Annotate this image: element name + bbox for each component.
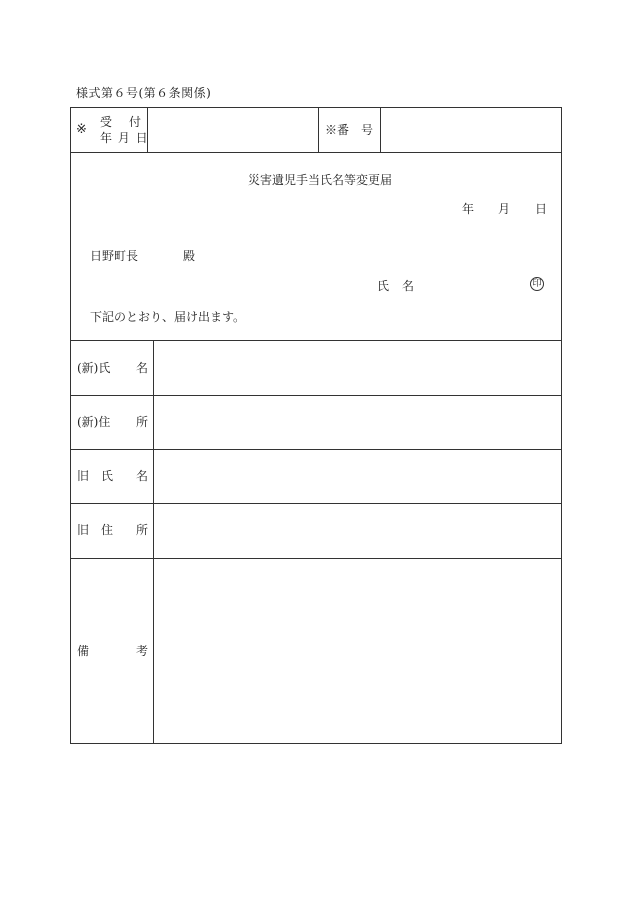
new-address-field[interactable] xyxy=(154,396,560,448)
receipt-date-field[interactable] xyxy=(148,108,317,151)
number-label: ※番 号 xyxy=(325,123,374,137)
old-address-field[interactable] xyxy=(154,504,560,557)
applicant-name-label-char1: 氏 xyxy=(377,279,390,293)
date-day-label: 日 xyxy=(535,202,548,216)
row-label-remarks: 備 xyxy=(77,644,90,658)
row-label-old-address: 旧 住 xyxy=(77,523,114,537)
row-label-new-name: (新)氏 xyxy=(77,361,111,375)
reference-mark: ※ xyxy=(76,122,87,137)
header-divider-2 xyxy=(318,107,319,152)
new-name-field[interactable] xyxy=(154,341,560,394)
date-year-label: 年 xyxy=(462,202,475,216)
receipt-date-label: 年 月 日 xyxy=(100,131,149,145)
row-label-old-name: 旧 氏 xyxy=(77,469,114,483)
old-name-field[interactable] xyxy=(154,450,560,502)
row-label-old-address-end: 所 xyxy=(136,523,149,537)
header-bottom-line xyxy=(70,152,562,153)
row-label-new-address: (新)住 xyxy=(77,415,111,429)
addressee-honorific: 殿 xyxy=(183,249,196,263)
seal-icon: 印 xyxy=(530,277,544,291)
date-month-label: 月 xyxy=(498,202,511,216)
form-number: 様式第６号(第６条関係) xyxy=(76,86,212,100)
row-label-old-name-end: 名 xyxy=(136,469,149,483)
applicant-name-label-char2: 名 xyxy=(402,279,415,293)
row-label-new-name-end: 名 xyxy=(136,361,149,375)
form-title: 災害遺児手当氏名等変更届 xyxy=(248,173,393,187)
receipt-label-char2: 付 xyxy=(129,115,142,129)
number-field[interactable] xyxy=(381,108,560,151)
row-label-remarks-end: 考 xyxy=(136,644,149,658)
statement-text: 下記のとおり、届け出ます。 xyxy=(90,310,246,324)
row-label-new-address-end: 所 xyxy=(136,415,149,429)
addressee-name: 日野町長 xyxy=(90,249,139,263)
receipt-label-char1: 受 xyxy=(100,115,113,129)
remarks-field[interactable] xyxy=(154,559,560,742)
